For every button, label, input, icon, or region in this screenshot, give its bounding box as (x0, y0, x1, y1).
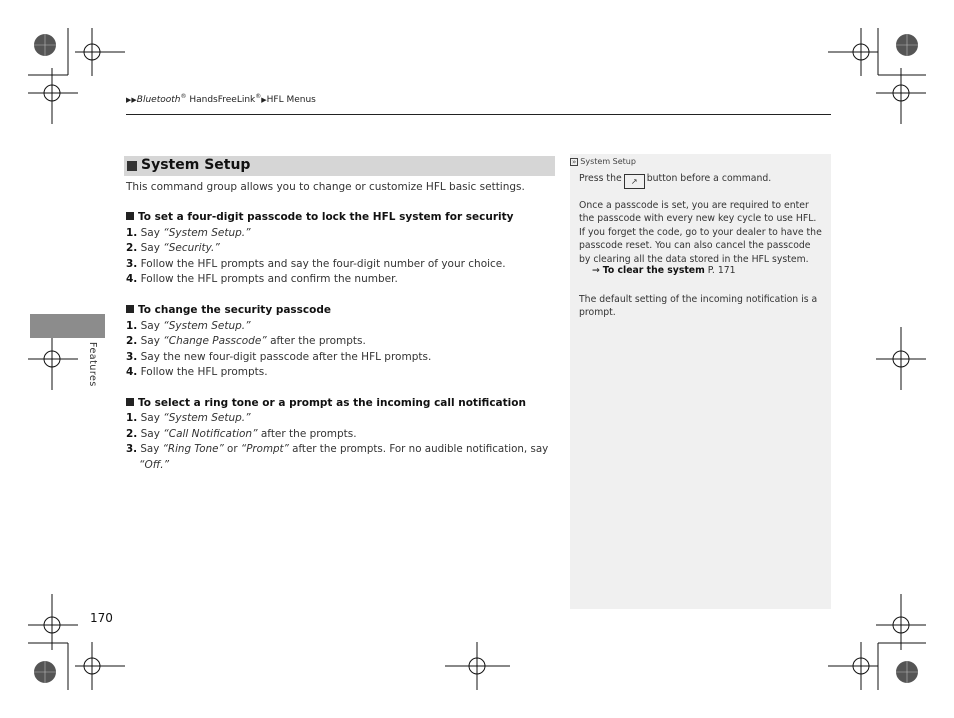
step-command: “System Setup.” (163, 320, 251, 332)
side-tab[interactable] (30, 314, 105, 338)
step-number: 2. (126, 428, 138, 440)
step (126, 335, 366, 347)
step-number: 2. (126, 242, 138, 254)
breadcrumb-arrow: ▶ (261, 96, 267, 104)
step-text: Say (140, 227, 164, 239)
xref-label[interactable]: To clear the system (602, 265, 705, 276)
subheading (126, 397, 526, 409)
step (126, 242, 220, 254)
side-tab-label: Features (87, 342, 98, 387)
step-text: Follow the HFL prompts and confirm the number. (140, 273, 398, 285)
step-command: “Ring Tone” (162, 443, 224, 455)
step-command: “Prompt” (240, 443, 289, 455)
step-text: after the prompts. For no audible notification, say (288, 443, 549, 455)
step-command: “Change Passcode” (163, 335, 267, 347)
section-title: System Setup (141, 157, 251, 173)
sidebar-press-line (579, 172, 823, 189)
subheading (126, 304, 331, 316)
breadcrumb (126, 93, 316, 105)
step-number: 1. (126, 227, 138, 239)
step-text: after the prompts. (257, 428, 357, 440)
step-number: 1. (126, 320, 138, 332)
step-text: after the prompts. (266, 335, 366, 347)
talk-button-icon: ↗ (624, 174, 645, 189)
step (126, 351, 431, 363)
note-marker-icon: » (572, 158, 577, 166)
step-text: Follow the HFL prompts. (140, 366, 268, 378)
step-number: 4. (126, 366, 138, 378)
breadcrumb-item-handsfreelink[interactable]: HandsFreeLink (186, 95, 256, 105)
page-number: 170 (90, 611, 113, 625)
step-command: “Off.” (139, 459, 170, 471)
sidebar-text: button before a command. (646, 173, 772, 184)
cross-reference-link[interactable] (592, 265, 736, 276)
subheading-text: To select a ring tone or a prompt as the incoming call notification (138, 397, 526, 409)
step-text: Say (140, 412, 164, 424)
step-command: “Call Notification” (163, 428, 258, 440)
sidebar-heading (570, 157, 636, 166)
step-text: Follow the HFL prompts and say the four-digit number of your choice. (140, 258, 506, 270)
step-text: or (223, 443, 241, 455)
sidebar-heading-text: System Setup (580, 157, 636, 166)
step (126, 366, 268, 378)
header-rule (126, 114, 831, 115)
xref-page[interactable]: P. 171 (704, 265, 736, 276)
section-bullet-icon (127, 161, 137, 171)
step-number: 4. (126, 273, 138, 285)
step-text: Say (140, 242, 164, 254)
sidebar-text: Press the (579, 173, 622, 184)
step-text: Say (140, 428, 164, 440)
step (126, 412, 251, 424)
step (126, 258, 506, 270)
breadcrumb-arrow: ▶▶ (126, 96, 137, 104)
step (126, 227, 251, 239)
registered-mark: ® (180, 93, 187, 100)
sidebar-paragraph: The default setting of the incoming notification is a prompt. (579, 294, 818, 319)
subheading-text: To set a four-digit passcode to lock the HFL system for security (138, 211, 514, 223)
sidebar-paragraph: If you forget the code, go to your dealer to have the passcode reset. You can also cancel the passcode by clearing all the data stored in the HFL system. (579, 227, 822, 265)
sidebar-paragraph: Once a passcode is set, you are required to enter the passcode with every new key cycle to use HFL. (579, 200, 817, 225)
section-header (124, 156, 555, 176)
subheading-text: To change the security passcode (138, 304, 332, 316)
step (126, 443, 548, 455)
step-number: 3. (126, 258, 138, 270)
step (126, 273, 398, 285)
step-number: 2. (126, 335, 138, 347)
breadcrumb-item-hfl-menus[interactable]: HFL Menus (266, 95, 316, 105)
registered-mark: ® (255, 93, 262, 100)
step-number: 1. (126, 412, 138, 424)
bullet-icon (126, 212, 134, 220)
bullet-icon (126, 305, 134, 313)
bullet-icon (126, 398, 134, 406)
step-text: Say (140, 335, 164, 347)
arrow-icon: → (592, 265, 600, 276)
step-command: “System Setup.” (163, 227, 251, 239)
subheading (126, 211, 514, 223)
step-number: 3. (126, 351, 138, 363)
step-text: Say (140, 443, 163, 455)
step-text: Say (140, 320, 164, 332)
step-command: “Security.” (163, 242, 220, 254)
breadcrumb-item-bluetooth[interactable]: Bluetooth (136, 95, 181, 105)
step-continuation (139, 459, 169, 471)
step (126, 428, 357, 440)
section-intro: This command group allows you to change or customize HFL basic settings. (126, 181, 525, 193)
step-number: 3. (126, 443, 138, 455)
step (126, 320, 251, 332)
step-text: Say the new four-digit passcode after the HFL prompts. (140, 351, 432, 363)
step-command: “System Setup.” (163, 412, 251, 424)
